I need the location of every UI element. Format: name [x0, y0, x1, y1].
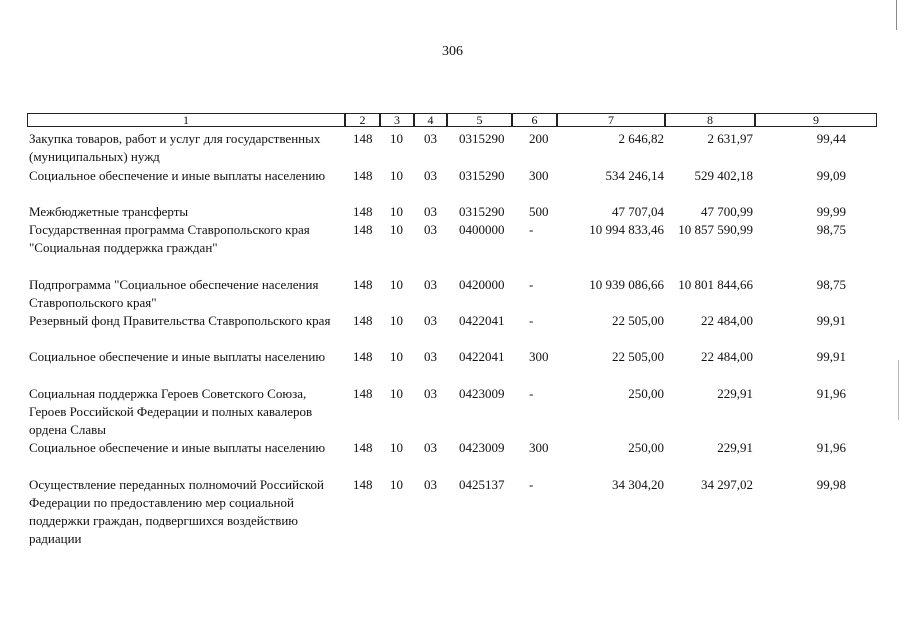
cell-c9: 99,98 — [816, 477, 846, 492]
cell-c3: 10 — [390, 204, 403, 219]
cell-c3: 10 — [390, 349, 403, 364]
cell-c4: 03 — [424, 168, 437, 183]
cell-c8: 229,91 — [717, 386, 753, 401]
header-cell-2: 2 — [345, 113, 380, 127]
cell-c2: 148 — [353, 204, 373, 219]
row-description: Государственная программа Ставропольского края "Социальная поддержка граждан" — [29, 222, 310, 255]
cell-c6: 300 — [529, 440, 549, 455]
row-description: Социальная поддержка Героев Советского Союза, Героев Российской Федерации и полных кавалеров ордена Славы — [29, 386, 313, 437]
row-description: Подпрограмма "Социальное обеспечение населения Ставропольского края" — [29, 277, 319, 310]
cell-c4: 03 — [424, 313, 437, 328]
cell-c9: 99,91 — [816, 313, 846, 328]
row-description: Социальное обеспечение и иные выплаты населению — [29, 168, 326, 183]
cell-c7: 10 939 086,66 — [589, 277, 664, 292]
cell-c4: 03 — [424, 440, 437, 455]
cell-c3: 10 — [390, 131, 403, 146]
cell-c4: 03 — [424, 349, 437, 364]
cell-c2: 148 — [353, 168, 373, 183]
cell-c2: 148 — [353, 386, 373, 401]
cell-c4: 03 — [424, 477, 437, 492]
header-cell-7: 7 — [557, 113, 665, 127]
cell-c4: 03 — [424, 277, 437, 292]
cell-c9: 91,96 — [816, 386, 846, 401]
header-cell-4: 4 — [414, 113, 447, 127]
cell-c3: 10 — [390, 168, 403, 183]
cell-c2: 148 — [353, 277, 373, 292]
cell-c6: - — [529, 386, 534, 401]
cell-c7: 22 505,00 — [612, 349, 664, 364]
cell-c8: 529 402,18 — [694, 168, 753, 183]
header-cell-8: 8 — [665, 113, 755, 127]
cell-c6: - — [529, 477, 534, 492]
header-cell-9: 9 — [755, 113, 877, 127]
row-description: Резервный фонд Правительства Ставропольского края — [29, 313, 331, 328]
cell-c6: - — [529, 277, 534, 292]
cell-c4: 03 — [424, 204, 437, 219]
row-description: Социальное обеспечение и иные выплаты населению — [29, 349, 326, 364]
cell-c5: 0423009 — [459, 386, 505, 401]
cell-c2: 148 — [353, 313, 373, 328]
cell-c2: 148 — [353, 349, 373, 364]
cell-c3: 10 — [390, 222, 403, 237]
cell-c7: 34 304,20 — [612, 477, 664, 492]
cell-c7: 250,00 — [628, 440, 664, 455]
cell-c8: 10 857 590,99 — [678, 222, 753, 237]
row-description: Межбюджетные трансферты — [29, 204, 189, 219]
cell-c7: 10 994 833,46 — [589, 222, 664, 237]
cell-c3: 10 — [390, 386, 403, 401]
header-cell-3: 3 — [380, 113, 414, 127]
header-cell-6: 6 — [512, 113, 557, 127]
cell-c6: 500 — [529, 204, 549, 219]
cell-c8: 229,91 — [717, 440, 753, 455]
cell-c9: 99,99 — [816, 204, 846, 219]
cell-c3: 10 — [390, 477, 403, 492]
cell-c5: 0315290 — [459, 204, 505, 219]
cell-c8: 2 631,97 — [707, 131, 753, 146]
cell-c8: 22 484,00 — [701, 349, 753, 364]
cell-c9: 91,96 — [816, 440, 846, 455]
cell-c8: 22 484,00 — [701, 313, 753, 328]
cell-c7: 2 646,82 — [618, 131, 664, 146]
cell-c4: 03 — [424, 131, 437, 146]
cell-c6: 200 — [529, 131, 549, 146]
row-description: Социальное обеспечение и иные выплаты населению — [29, 440, 326, 455]
cell-c5: 0400000 — [459, 222, 505, 237]
cell-c8: 10 801 844,66 — [678, 277, 753, 292]
cell-c6: - — [529, 313, 534, 328]
cell-c6: 300 — [529, 349, 549, 364]
row-description: Закупка товаров, работ и услуг для государственных (муниципальных) нужд — [29, 131, 321, 164]
cell-c7: 47 707,04 — [612, 204, 664, 219]
cell-c5: 0423009 — [459, 440, 505, 455]
cell-c3: 10 — [390, 313, 403, 328]
cell-c5: 0422041 — [459, 349, 505, 364]
header-cell-5: 5 — [447, 113, 512, 127]
cell-c9: 98,75 — [816, 222, 846, 237]
cell-c4: 03 — [424, 386, 437, 401]
cell-c5: 0422041 — [459, 313, 505, 328]
cell-c2: 148 — [353, 440, 373, 455]
cell-c3: 10 — [390, 277, 403, 292]
cell-c5: 0425137 — [459, 477, 505, 492]
cell-c9: 98,75 — [816, 277, 846, 292]
cell-c4: 03 — [424, 222, 437, 237]
scan-edge-mark — [896, 0, 905, 30]
cell-c9: 99,09 — [816, 168, 846, 183]
page-number: 306 — [442, 44, 463, 59]
cell-c9: 99,91 — [816, 349, 846, 364]
cell-c5: 0420000 — [459, 277, 505, 292]
cell-c7: 534 246,14 — [605, 168, 664, 183]
cell-c6: - — [529, 222, 534, 237]
cell-c8: 47 700,99 — [701, 204, 753, 219]
cell-c2: 148 — [353, 131, 373, 146]
cell-c7: 250,00 — [628, 386, 664, 401]
cell-c3: 10 — [390, 440, 403, 455]
scan-edge-line — [898, 360, 899, 420]
header-cell-1: 1 — [27, 113, 345, 127]
cell-c7: 22 505,00 — [612, 313, 664, 328]
cell-c9: 99,44 — [816, 131, 846, 146]
row-description: Осуществление переданных полномочий Российской Федерации по предоставлению мер социальной поддержки граждан, подвергшихся воздействию радиации — [29, 477, 324, 546]
cell-c8: 34 297,02 — [701, 477, 753, 492]
cell-c2: 148 — [353, 222, 373, 237]
cell-c5: 0315290 — [459, 168, 505, 183]
cell-c6: 300 — [529, 168, 549, 183]
cell-c2: 148 — [353, 477, 373, 492]
cell-c5: 0315290 — [459, 131, 505, 146]
